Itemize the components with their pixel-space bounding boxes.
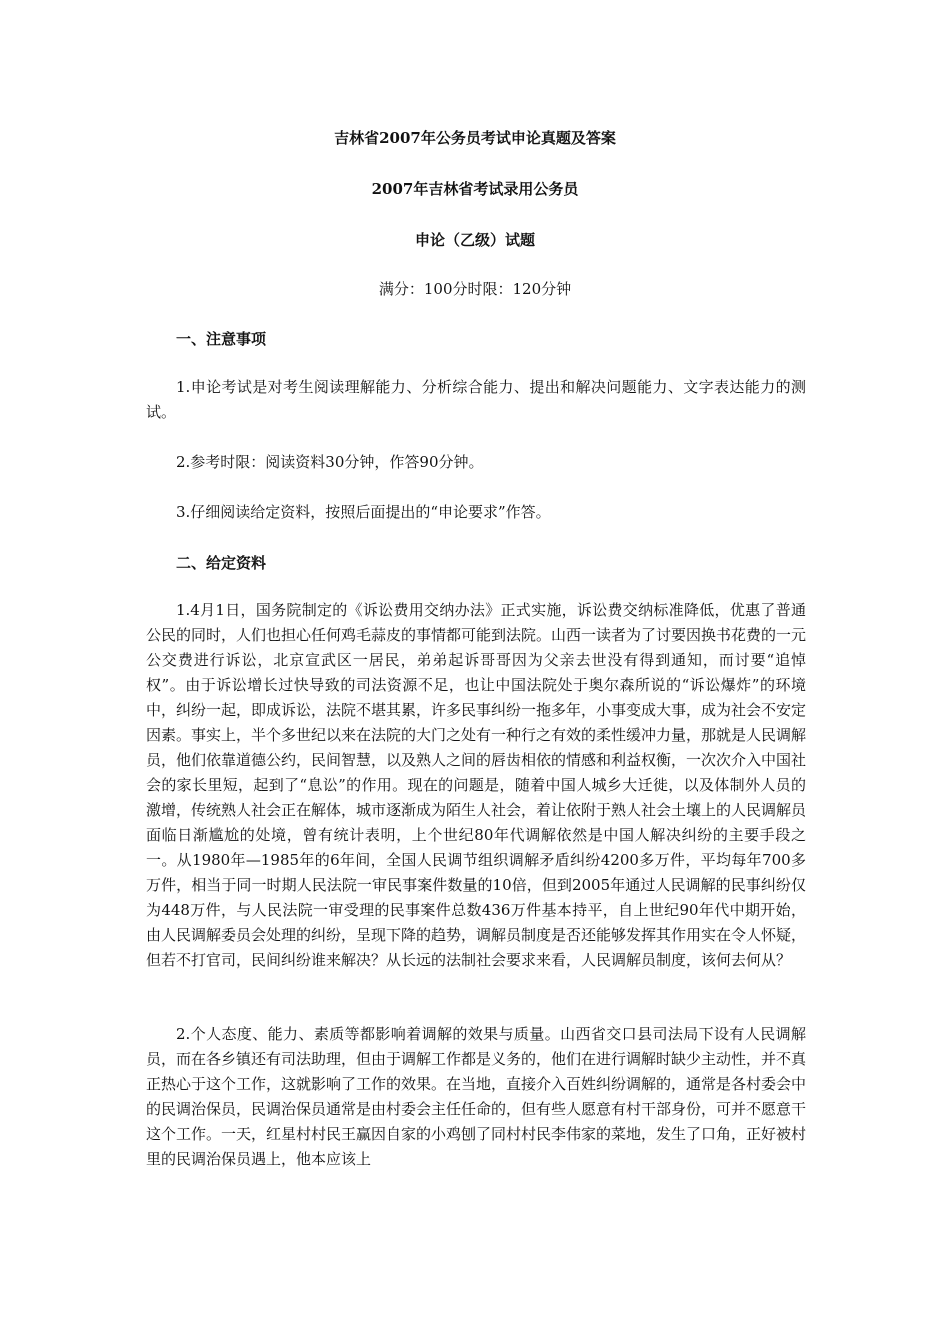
section-heading-notes: 一、注意事项 bbox=[176, 330, 267, 348]
score-time-line: 满分：100分时限：120分钟 bbox=[378, 280, 572, 298]
exam-name: 申论（乙级）试题 bbox=[414, 231, 535, 249]
notes-item-1: 1.申论考试是对考生阅读理解能力、分析综合能力、提出和解决问题能力、文字表达能力的测试。 bbox=[146, 378, 806, 421]
material-paragraph-1: 1.4月1日，国务院制定的《诉讼费用交纳办法》正式实施，诉讼费交纳标准降低，优惠了普通公民的同时，人们也担心任何鸡毛蒜皮的事情都可能到法院。山西一读者为了讨要因换书花费的一元公交费进行诉讼，北京宣武区一居民，弟弟起诉哥哥因为父亲去世没有得到通知，而讨要“追悼权”。由于诉讼增长过快导致的司法资源不足，也让中国法院处于奥尔森所说的“诉讼爆炸”的环境中，纠纷一起，即成诉讼，法院不堪其累，许多民事纠纷一拖多年，小事变成大事，成为社会不安定因素。事实上，半个多世纪以来在法院的大门之处有一种行之有效的柔性缓冲力量，那就是人民调解员，他们依靠道德公约，民间智慧，以及熟人之间的唇齿相依的情感和利益权衡，一次次介入中国社会的家长里短，起到了“息讼”的作用。现在的问题是，随着中国人城乡大迁徙，以及体制外人员的激增，传统熟人社会正在解体，城市逐渐成为陌生人社会，着让依附于熟人社会土壤上的人民调解员面临日渐尴尬的处境，曾有统计表明，上个世纪80年代调解依然是中国人解决纠纷的主要手段之一。从1980年—1985年的6年间，全国人民调节组织调解矛盾纠纷4200多万件，平均每年700多万件，相当于同一时期人民法院一审民事案件数量的10倍，但到2005年通过人民调解的民事纠纷仅为448万件，与人民法院一审受理的民事案件总数436万件基本持平，自上世纪90年代中期开始，由人民调解委员会处理的纠纷，呈现下降的趋势，调解员制度是否还能够发挥其作用实在令人怀疑，但若不打官司，民间纠纷谁来解决？从长远的法制社会要求来看，人民调解员制度，该何去何从？ bbox=[146, 601, 807, 969]
document-subtitle: 2007年吉林省考试录用公务员 bbox=[371, 180, 579, 198]
notes-item-3: 3.仔细阅读给定资料，按照后面提出的“申论要求”作答。 bbox=[176, 503, 551, 521]
material-paragraph-2: 2.个人态度、能力、素质等都影响着调解的效果与质量。山西省交口县司法局下设有人民调解员，而在各乡镇还有司法助理，但由于调解工作都是义务的，他们在进行调解时缺少主动性，并不真正热心于这个工作，这就影响了工作的效果。在当地，直接介入百姓纠纷调解的，通常是各村委会中的民调治保员，民调治保员通常是由村委会主任任命的，但有些人愿意有村干部身份，可并不愿意干这个工作。一天，红星村村民王赢因自家的小鸡刨了同村村民李伟家的菜地，发生了口角，正好被村里的民调治保员遇上，他本应该上 bbox=[146, 1025, 807, 1168]
notes-item-2: 2.参考时限：阅读资料30分钟，作答90分钟。 bbox=[176, 453, 484, 471]
section-heading-materials: 二、给定资料 bbox=[176, 554, 267, 572]
document-title: 吉林省2007年公务员考试申论真题及答案 bbox=[334, 129, 616, 147]
